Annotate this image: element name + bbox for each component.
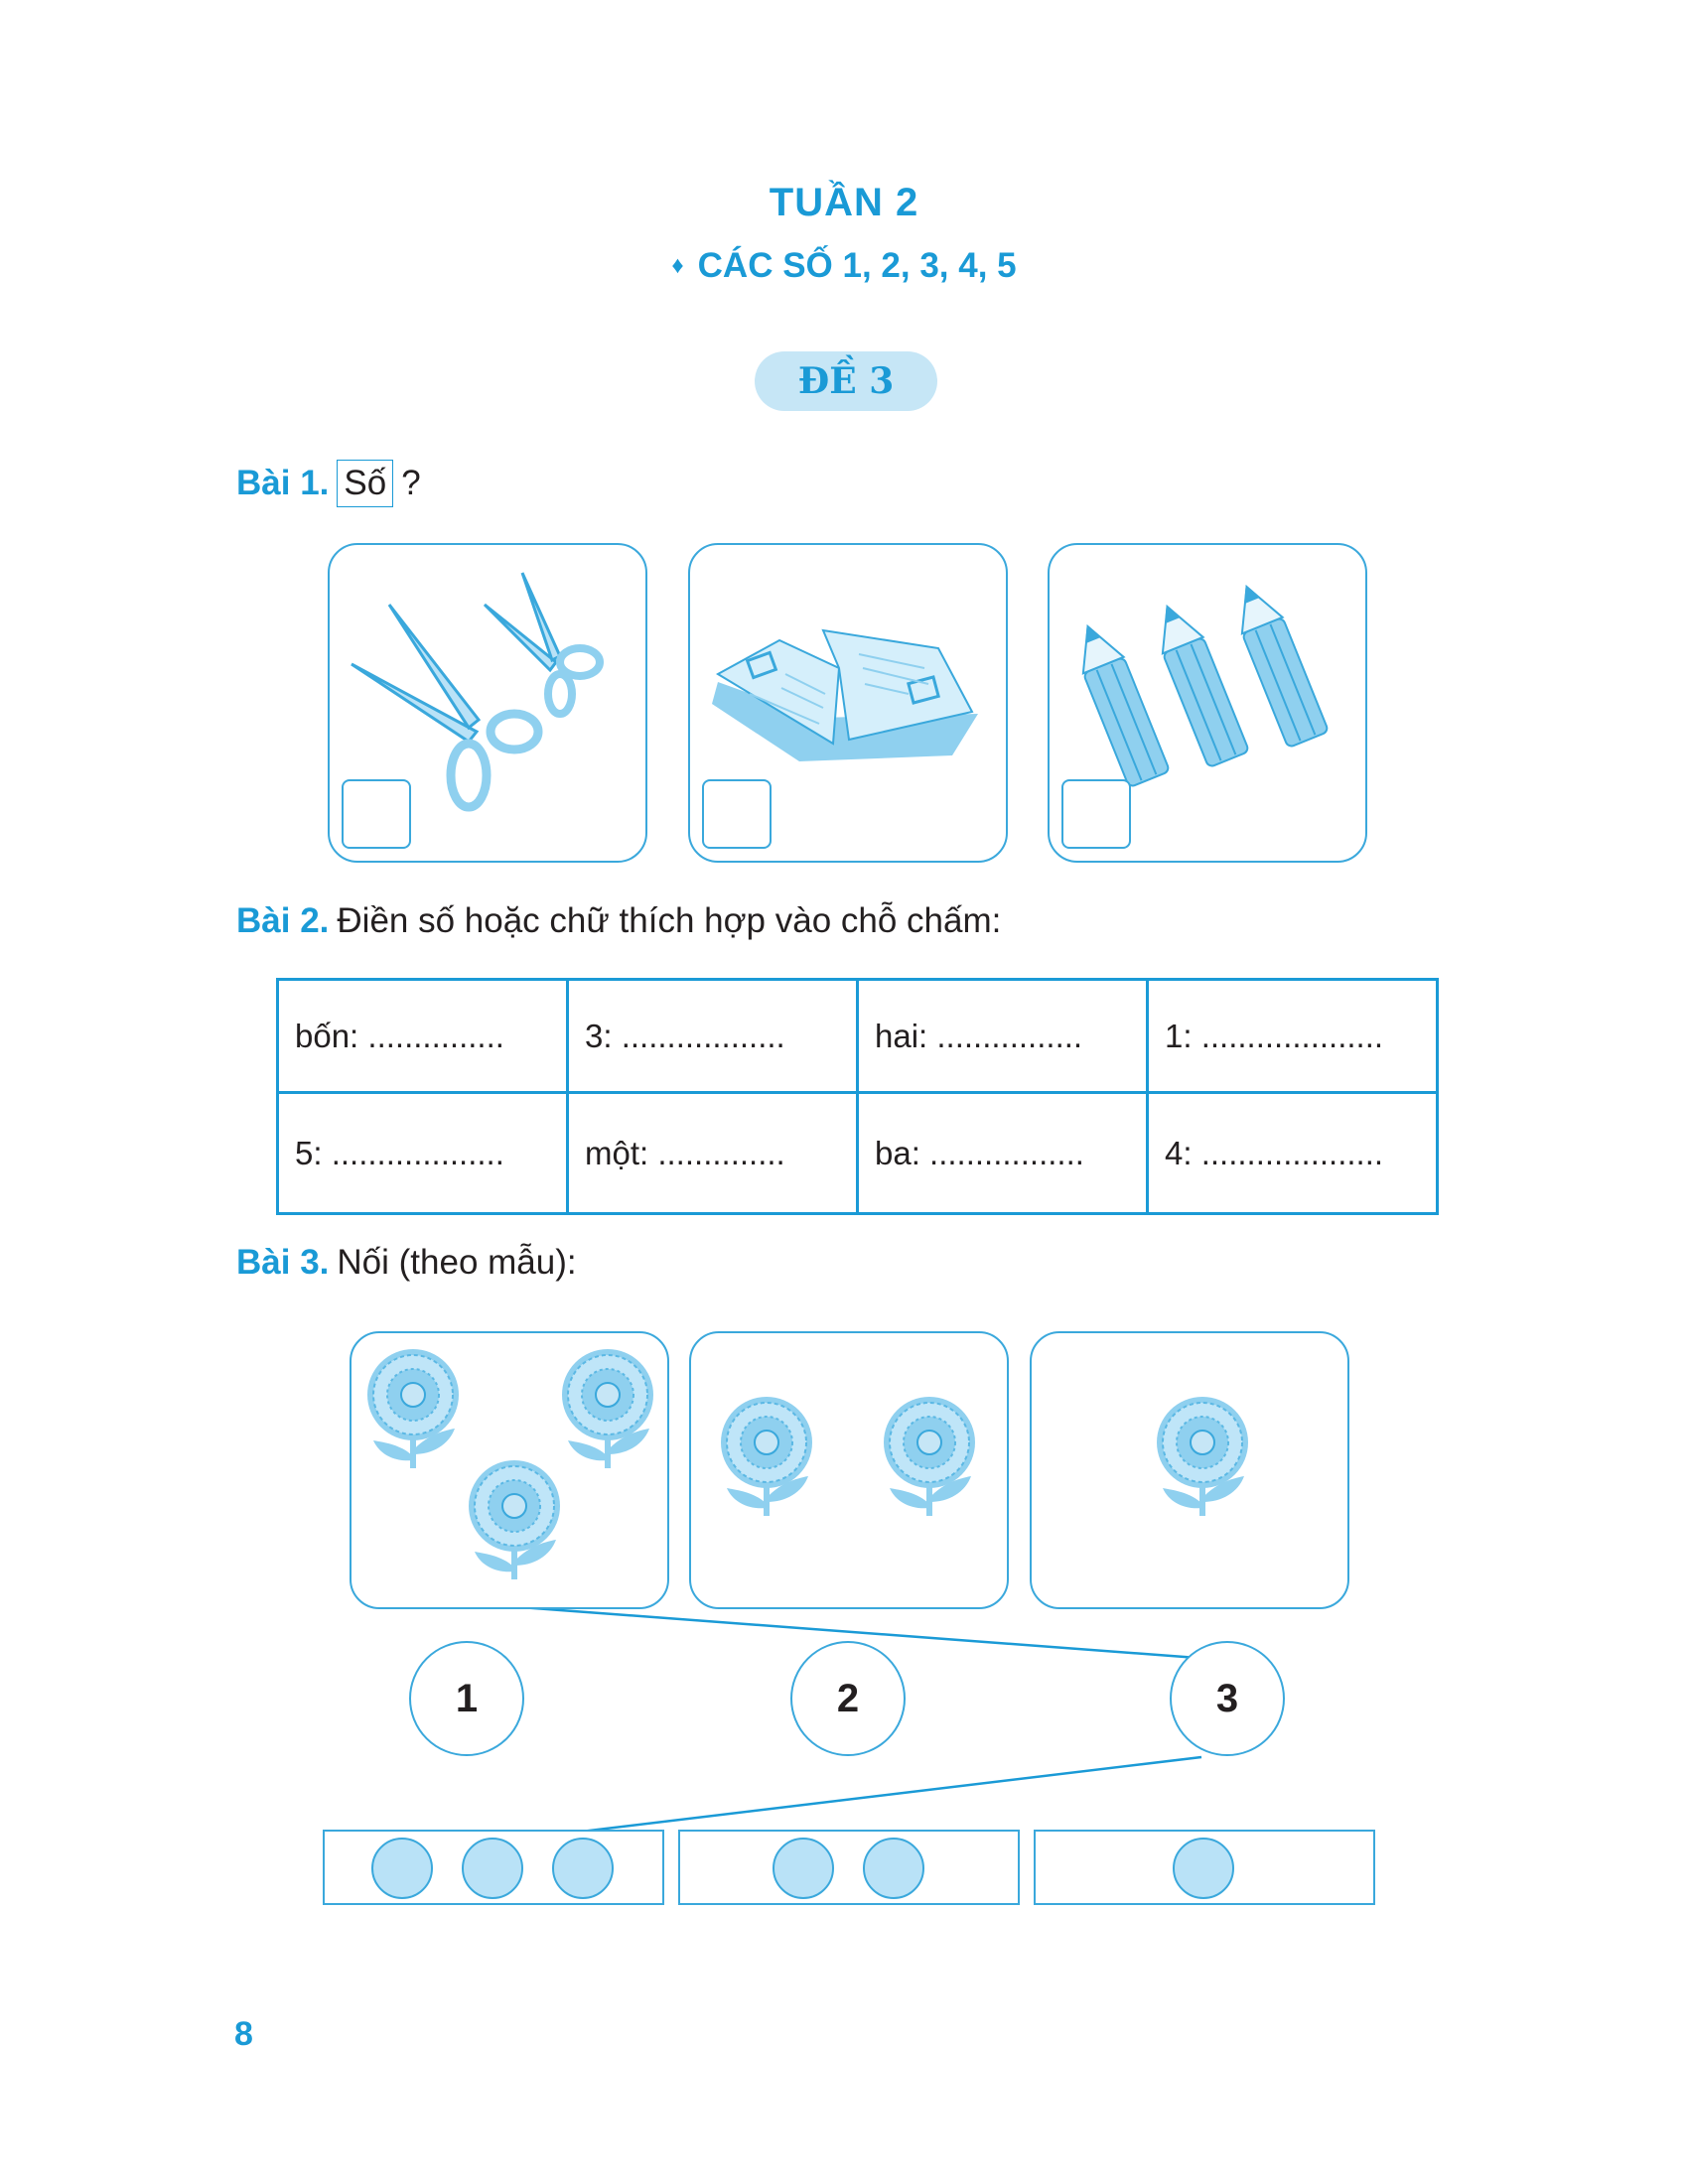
answer-box[interactable] <box>702 779 772 849</box>
fill-cell[interactable]: 5: ................... <box>278 1093 568 1214</box>
fill-in-table <box>276 978 1439 1215</box>
fill-cell[interactable]: một: .............. <box>568 1093 858 1214</box>
exercise-1-heading <box>236 460 421 507</box>
fill-cell[interactable]: ba: ................. <box>858 1093 1148 1214</box>
fill-cell[interactable]: 3: .................. <box>568 980 858 1093</box>
exercise-1-label: Bài 1. <box>236 464 330 502</box>
boxed-word: Số <box>337 460 393 507</box>
week-title: TUẦN 2 <box>769 181 919 224</box>
image-card-scissors <box>328 543 647 863</box>
exercise-3-heading <box>236 1243 577 1283</box>
exercise-3-instruction: Nối (theo mẫu): <box>337 1243 577 1282</box>
connector-line <box>531 1757 1201 1838</box>
dot <box>552 1838 614 1899</box>
exercise-2-instruction: Điền số hoặc chữ thích hợp vào chỗ chấm: <box>337 901 1002 940</box>
number-circle-1[interactable]: 1 <box>409 1641 524 1756</box>
dot <box>462 1838 523 1899</box>
dot-group-1[interactable] <box>1034 1830 1375 1905</box>
topic-title <box>0 246 1688 286</box>
dot <box>371 1838 433 1899</box>
flower-icon <box>691 1333 1007 1607</box>
exercise-3-label: Bài 3. <box>236 1243 330 1282</box>
table-row <box>278 980 1438 1093</box>
flower-icon <box>352 1333 667 1607</box>
table-row <box>278 1093 1438 1214</box>
dot <box>1173 1838 1234 1899</box>
image-card-pencils <box>1048 543 1367 863</box>
exercise-2-label: Bài 2. <box>236 901 330 940</box>
dot <box>773 1838 834 1899</box>
page-number: 8 <box>234 2015 253 2053</box>
flower-card-1[interactable] <box>1030 1331 1349 1609</box>
exercise-1-question: ? <box>401 464 421 502</box>
number-circle-2[interactable]: 2 <box>790 1641 906 1756</box>
topic-text: CÁC SỐ 1, 2, 3, 4, 5 <box>697 246 1017 285</box>
fill-cell[interactable]: 4: .................... <box>1148 1093 1438 1214</box>
dot-group-2[interactable] <box>678 1830 1020 1905</box>
flower-card-3[interactable] <box>350 1331 669 1609</box>
fill-cell[interactable]: bốn: ............... <box>278 980 568 1093</box>
flower-card-2[interactable] <box>689 1331 1009 1609</box>
answer-box[interactable] <box>1061 779 1131 849</box>
number-circle-3[interactable]: 3 <box>1170 1641 1285 1756</box>
exercise-2-heading <box>236 901 1001 941</box>
answer-box[interactable] <box>342 779 411 849</box>
fill-cell[interactable]: 1: .................... <box>1148 980 1438 1093</box>
dot-group-3[interactable] <box>323 1830 664 1905</box>
fill-cell[interactable]: hai: ................ <box>858 980 1148 1093</box>
image-card-book <box>688 543 1008 863</box>
diamond-bullet-icon: ♦ <box>671 252 684 279</box>
dot <box>863 1838 924 1899</box>
flower-icon <box>1032 1333 1347 1607</box>
exam-badge: ĐỀ 3 <box>755 351 937 411</box>
